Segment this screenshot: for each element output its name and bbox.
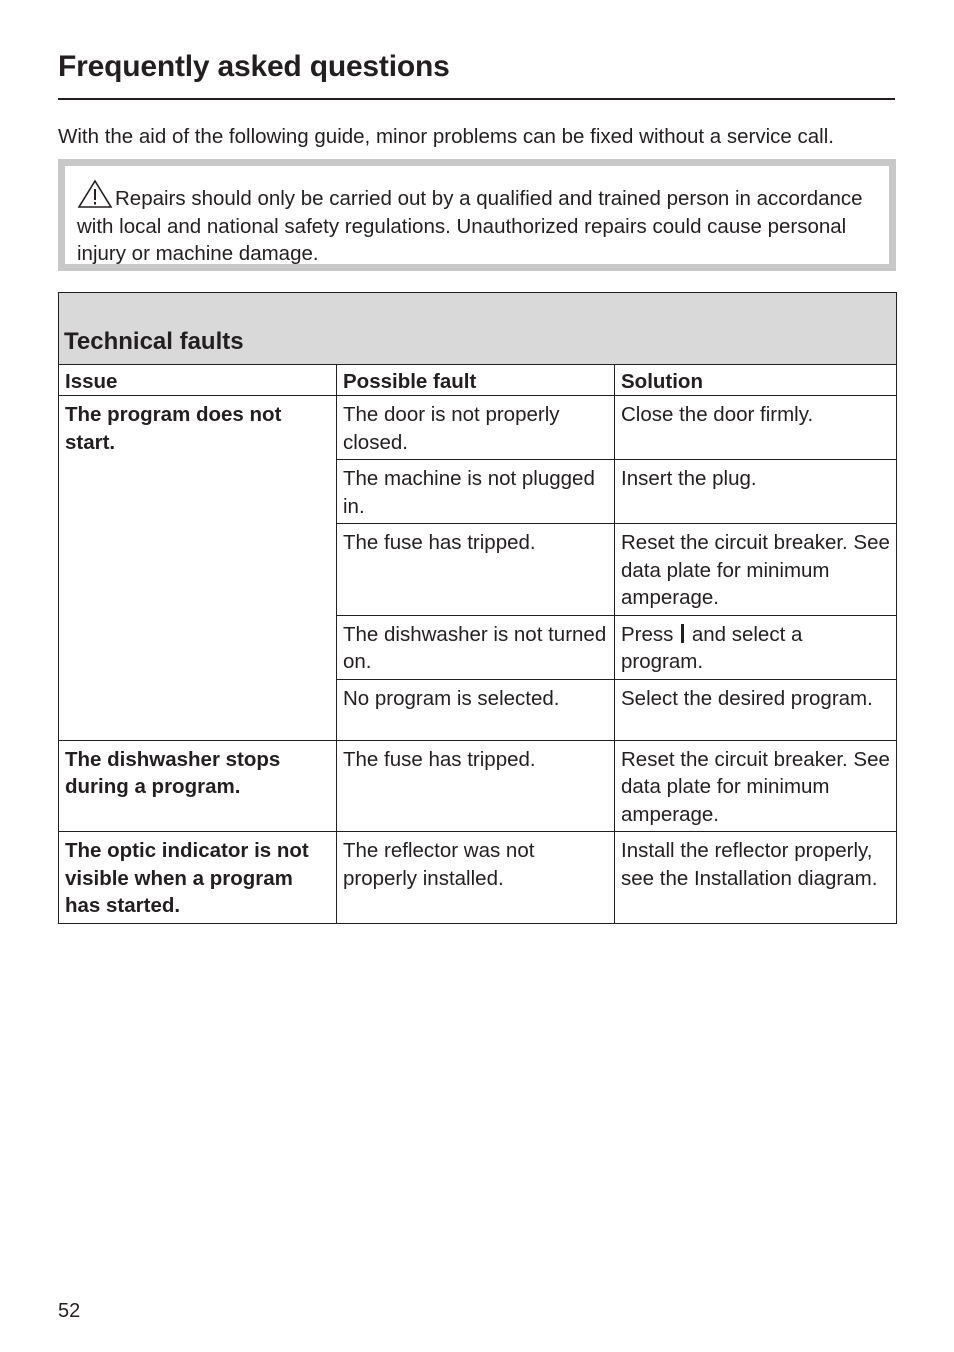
fault-cell: The door is not properly closed. bbox=[337, 396, 615, 460]
issue-cell: The optic indicator is not visible when a program has started. bbox=[59, 832, 337, 924]
fault-cell: No program is selected. bbox=[337, 679, 615, 740]
fault-cell: The dishwasher is not turned on. bbox=[337, 615, 615, 679]
fault-cell: The fuse has tripped. bbox=[337, 740, 615, 832]
power-button-icon bbox=[681, 624, 684, 643]
fault-cell: The machine is not plugged in. bbox=[337, 460, 615, 524]
warning-triangle-icon bbox=[77, 179, 113, 209]
intro-text: With the aid of the following guide, minor problems can be fixed without a service call. bbox=[58, 125, 834, 148]
page-title: Frequently asked questions bbox=[58, 50, 450, 83]
solution-cell: Insert the plug. bbox=[615, 460, 897, 524]
column-header-solution: Solution bbox=[615, 365, 897, 396]
solution-cell: Reset the circuit breaker. See data plate for minimum amperage. bbox=[615, 740, 897, 832]
warning-content bbox=[65, 166, 889, 264]
warning-text: Repairs should only be carried out by a qualified and trained person in accordance with local and national safety regulations. Unauthorized repairs could cause personal injury or machine damage. bbox=[77, 187, 863, 265]
solution-cell: Close the door firmly. bbox=[615, 396, 897, 460]
title-divider bbox=[58, 98, 895, 100]
issue-cell: The dishwasher stops during a program. bbox=[59, 740, 337, 832]
table-row bbox=[59, 740, 897, 832]
solution-text-before: Press bbox=[621, 622, 674, 646]
fault-cell: The fuse has tripped. bbox=[337, 524, 615, 616]
table-row bbox=[59, 832, 897, 924]
solution-cell: Install the reflector properly, see the Installation diagram. bbox=[615, 832, 897, 924]
fault-cell: The reflector was not properly installed. bbox=[337, 832, 615, 924]
warning-box bbox=[58, 159, 896, 271]
solution-text-after: and select a program. bbox=[621, 622, 803, 673]
page-number: 52 bbox=[58, 1300, 81, 1322]
solution-cell: Reset the circuit breaker. See data plate for minimum amperage. bbox=[615, 524, 897, 616]
column-header-possible-fault: Possible fault bbox=[337, 365, 615, 396]
solution-cell: Select the desired program. bbox=[615, 679, 897, 740]
technical-faults-table bbox=[58, 292, 897, 924]
issue-cell: The program does not start. bbox=[59, 396, 337, 741]
column-header-issue: Issue bbox=[59, 365, 337, 396]
section-title: Technical faults bbox=[59, 293, 897, 365]
table-row bbox=[59, 396, 897, 460]
solution-cell bbox=[615, 615, 897, 679]
